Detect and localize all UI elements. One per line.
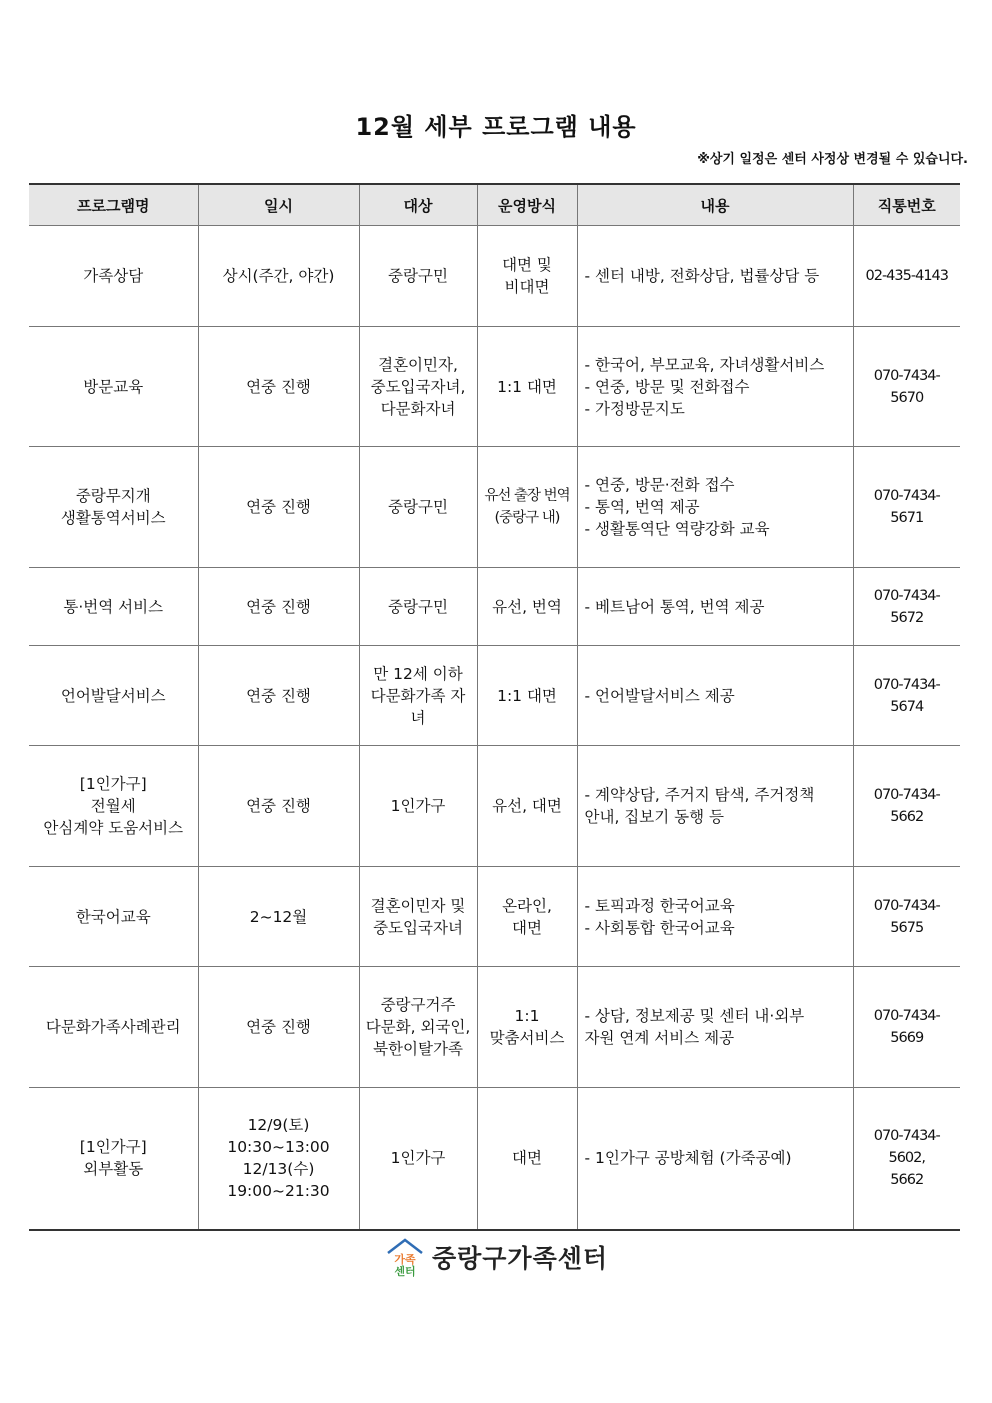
program-content: - 계약상담, 주거지 탐색, 주거정책 안내, 집보기 동행 등 bbox=[577, 746, 853, 867]
program-date: 연중 진행 bbox=[198, 568, 359, 646]
program-phone: 070-7434-5670 bbox=[853, 327, 960, 447]
program-phone: 070-7434-5675 bbox=[853, 867, 960, 967]
header-method: 운영방식 bbox=[477, 184, 577, 226]
program-phone: 070-7434-5672 bbox=[853, 568, 960, 646]
header-content: 내용 bbox=[577, 184, 853, 226]
header-target: 대상 bbox=[359, 184, 477, 226]
program-target: 1인가구 bbox=[359, 746, 477, 867]
program-name: 한국어교육 bbox=[29, 867, 198, 967]
program-target: 중랑구민 bbox=[359, 568, 477, 646]
program-content: - 베트남어 통역, 번역 제공 bbox=[577, 568, 853, 646]
svg-text:가족: 가족 bbox=[394, 1253, 416, 1266]
program-name: 언어발달서비스 bbox=[29, 646, 198, 746]
table-row bbox=[29, 646, 960, 746]
svg-text:센터: 센터 bbox=[394, 1265, 416, 1278]
program-content: - 상담, 정보제공 및 센터 내·외부 자원 연계 서비스 제공 bbox=[577, 967, 853, 1088]
program-date: 연중 진행 bbox=[198, 746, 359, 867]
program-method: 유선 출장 번역 (중랑구 내) bbox=[477, 447, 577, 568]
program-date: 연중 진행 bbox=[198, 327, 359, 447]
program-target: 중랑구거주 다문화, 외국인, 북한이탈가족 bbox=[359, 967, 477, 1088]
page-title: 12월 세부 프로그램 내용 bbox=[355, 113, 637, 141]
program-content: - 센터 내방, 전화상담, 법률상담 등 bbox=[577, 226, 853, 327]
program-name: 다문화가족사례관리 bbox=[29, 967, 198, 1088]
program-date: 2~12월 bbox=[198, 867, 359, 967]
table-row bbox=[29, 568, 960, 646]
header-date: 일시 bbox=[198, 184, 359, 226]
program-date: 상시(주간, 야간) bbox=[198, 226, 359, 327]
program-target: 결혼이민자 및 중도입국자녀 bbox=[359, 867, 477, 967]
center-logo bbox=[0, 1236, 992, 1282]
program-method: 온라인, 대면 bbox=[477, 867, 577, 967]
program-method: 대면 bbox=[477, 1088, 577, 1230]
program-method: 대면 및 비대면 bbox=[477, 226, 577, 327]
program-phone: 02-435-4143 bbox=[853, 226, 960, 327]
table-row bbox=[29, 967, 960, 1088]
table-header-row bbox=[29, 184, 960, 226]
table-row bbox=[29, 447, 960, 568]
program-target: 1인가구 bbox=[359, 1088, 477, 1230]
center-name: 중랑구가족센터 bbox=[431, 1244, 609, 1273]
program-name: 통·번역 서비스 bbox=[29, 568, 198, 646]
program-date: 연중 진행 bbox=[198, 447, 359, 568]
program-phone: 070-7434-5662 bbox=[853, 746, 960, 867]
header-program-name: 프로그램명 bbox=[29, 184, 198, 226]
program-table bbox=[29, 183, 960, 1231]
program-method: 유선, 번역 bbox=[477, 568, 577, 646]
table-row bbox=[29, 746, 960, 867]
program-method: 1:1 대면 bbox=[477, 327, 577, 447]
program-name: [1인가구] 전월세 안심계약 도움서비스 bbox=[29, 746, 198, 867]
schedule-change-note: ※상기 일정은 센터 사정상 변경될 수 있습니다. bbox=[697, 152, 968, 167]
table-row bbox=[29, 867, 960, 967]
program-phone: 070-7434-5674 bbox=[853, 646, 960, 746]
program-target: 만 12세 이하 다문화가족 자녀 bbox=[359, 646, 477, 746]
program-method: 1:1 대면 bbox=[477, 646, 577, 746]
program-content: - 연중, 방문·전화 접수 - 통역, 번역 제공 - 생활통역단 역량강화 교육 bbox=[577, 447, 853, 568]
program-date: 연중 진행 bbox=[198, 967, 359, 1088]
program-target: 중랑구민 bbox=[359, 226, 477, 327]
table-row bbox=[29, 327, 960, 447]
program-target: 중랑구민 bbox=[359, 447, 477, 568]
program-name: 가족상담 bbox=[29, 226, 198, 327]
program-name: 중랑무지개 생활통역서비스 bbox=[29, 447, 198, 568]
program-name: 방문교육 bbox=[29, 327, 198, 447]
program-date: 12/9(토) 10:30~13:00 12/13(수) 19:00~21:30 bbox=[198, 1088, 359, 1230]
header-phone: 직통번호 bbox=[853, 184, 960, 226]
program-content: - 1인가구 공방체험 (가죽공예) bbox=[577, 1088, 853, 1230]
program-method: 1:1 맞춤서비스 bbox=[477, 967, 577, 1088]
program-method: 유선, 대면 bbox=[477, 746, 577, 867]
program-target: 결혼이민자, 중도입국자녀, 다문화자녀 bbox=[359, 327, 477, 447]
program-phone: 070-7434-5602, 5662 bbox=[853, 1088, 960, 1230]
program-phone: 070-7434-5669 bbox=[853, 967, 960, 1088]
program-date: 연중 진행 bbox=[198, 646, 359, 746]
program-content: - 한국어, 부모교육, 자녀생활서비스 - 연중, 방문 및 전화접수 - 가정방문지도 bbox=[577, 327, 853, 447]
program-phone: 070-7434-5671 bbox=[853, 447, 960, 568]
table-row bbox=[29, 1088, 960, 1230]
program-name: [1인가구] 외부활동 bbox=[29, 1088, 198, 1230]
program-content: - 언어발달서비스 제공 bbox=[577, 646, 853, 746]
program-content: - 토픽과정 한국어교육 - 사회통합 한국어교육 bbox=[577, 867, 853, 967]
table-row bbox=[29, 226, 960, 327]
house-logo-icon bbox=[384, 1236, 426, 1278]
